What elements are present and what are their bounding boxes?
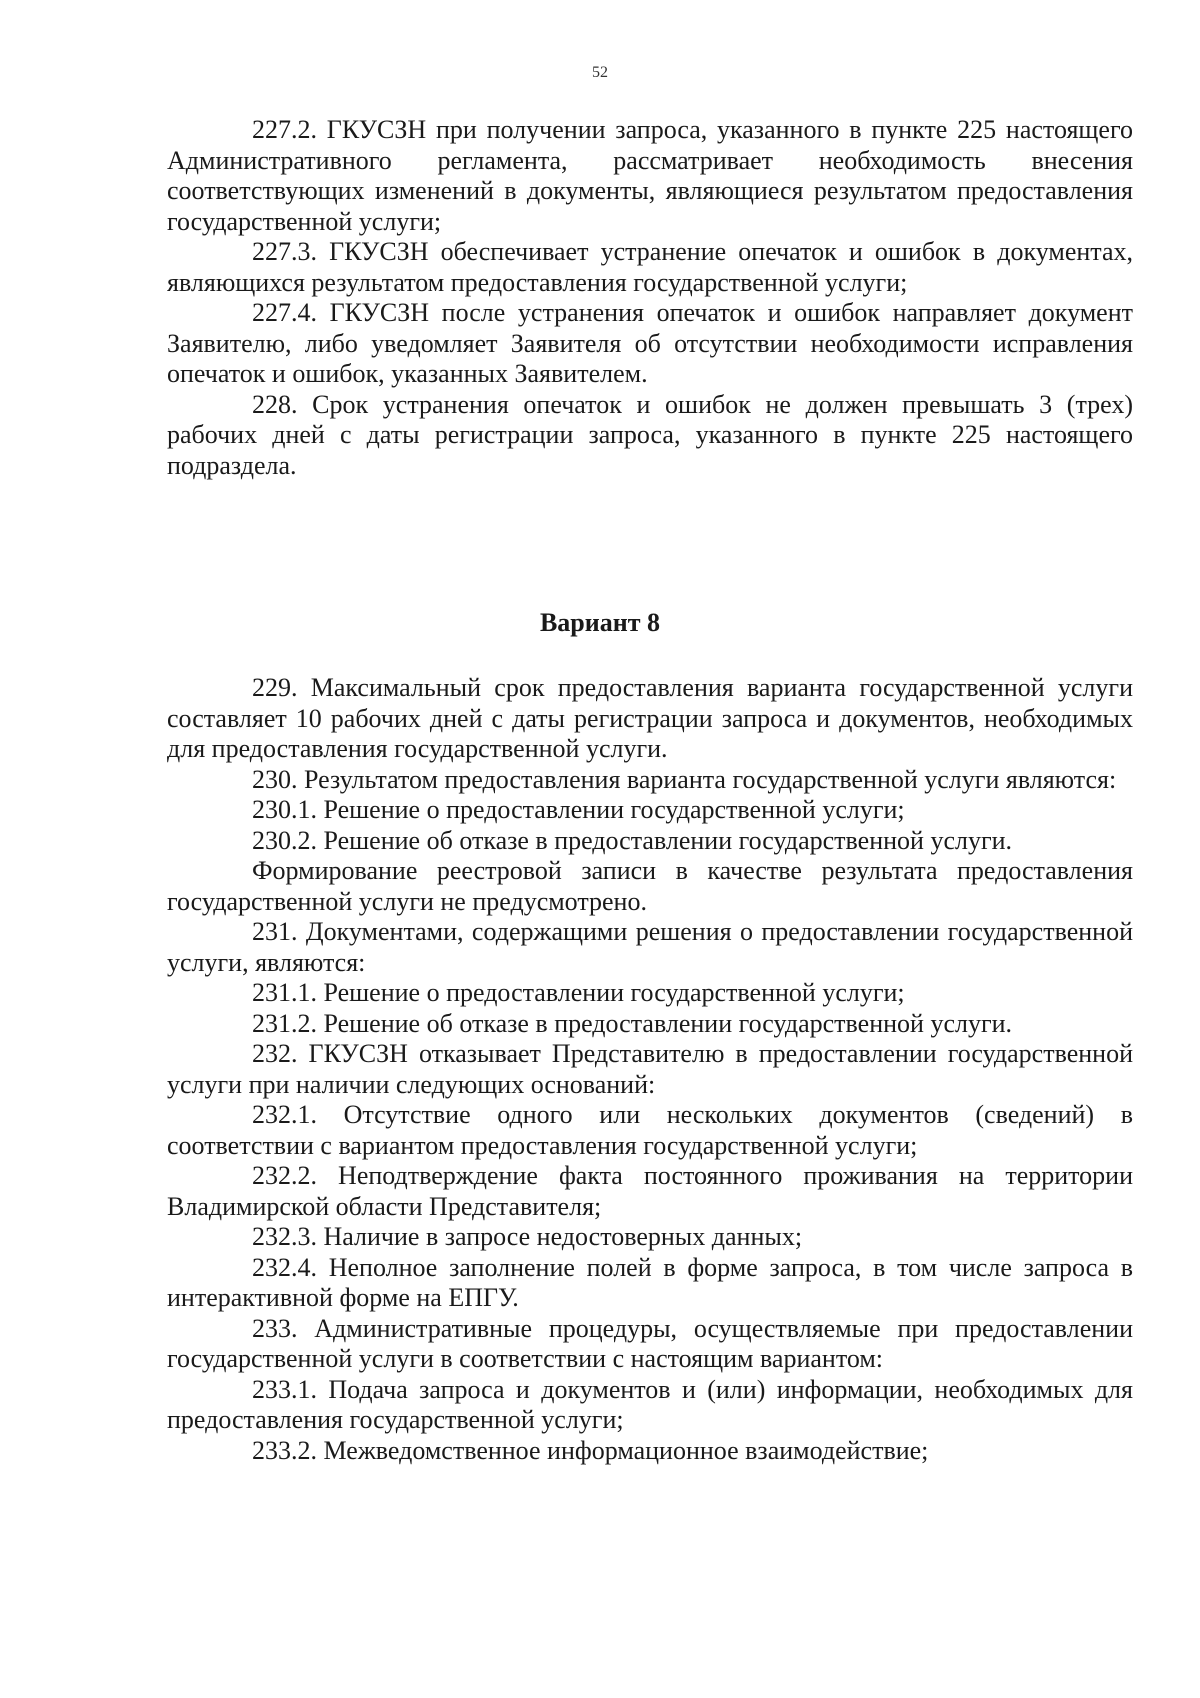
paragraph-232: 232. ГКУСЗН отказывает Представителю в предоставлении государственной услуги при наличии следующих оснований:: [167, 1039, 1133, 1099]
paragraph-231-1: 231.1. Решение о предоставлении государственной услуги;: [252, 978, 905, 1007]
paragraph-228: 228. Срок устранения опечаток и ошибок не должен превышать 3 (трех) рабочих дней с даты регистрации запроса, указанного в пункте 225 настоящего подраздела.: [167, 389, 1133, 480]
paragraph-230-1: 230.1. Решение о предоставлении государственной услуги;: [252, 795, 905, 824]
top-text-block: [167, 115, 1133, 481]
paragraph-230-2: 230.2. Решение об отказе в предоставлении государственной услуги.: [252, 825, 1013, 855]
paragraph-229: 229. Максимальный срок предоставления варианта государственной услуги составляет 10 рабочих дней с даты регистрации запроса и документов, необходимых для предоставления государственной услуги.: [167, 673, 1133, 763]
paragraph-233: 233. Административные процедуры, осуществляемые при предоставлении государственной услуги в соответствии с настоящим вариантом:: [167, 1313, 1133, 1373]
section-heading: Вариант 8: [539, 608, 661, 637]
page-number: 52: [592, 64, 608, 81]
paragraph-231-2: 231.2. Решение об отказе в предоставлении государственной услуги.: [252, 1008, 1013, 1038]
bottom-text-block: [167, 673, 1133, 1466]
paragraph-233-1: 233.1. Подача запроса и документов и (или) информации, необходимых для предоставления государственной услуги;: [167, 1374, 1133, 1434]
paragraph-227-3: 227.3. ГКУСЗН обеспечивает устранение опечаток и ошибок в документах, являющихся результатом предоставления государственной услуги;: [167, 237, 1133, 297]
paragraph-227-4: 227.4. ГКУСЗН после устранения опечаток и ошибок направляет документ Заявителю, либо уведомляет Заявителя об отсутствии необходимости исправления опечаток и ошибок, указанных Заявителем.: [167, 298, 1133, 388]
paragraph-232-3: 232.3. Наличие в запросе недостоверных данных;: [252, 1222, 803, 1251]
paragraph-registry-note: Формирование реестровой записи в качестве результата предоставления государственной услуги не предусмотрено.: [167, 856, 1133, 916]
paragraph-227-2: 227.2. ГКУСЗН при получении запроса, указанного в пункте 225 настоящего Административного регламента, рассматривает необходимость внесения соответствующих изменений в документы, являющиеся результатом предоставления государственной услуги;: [167, 115, 1133, 236]
paragraph-232-1: 232.1. Отсутствие одного или нескольких документов (сведений) в соответствии с вариантом предоставления государственной услуги;: [167, 1100, 1133, 1160]
paragraph-232-2: 232.2. Неподтверждение факта постоянного проживания на территории Владимирской области Представителя;: [167, 1161, 1133, 1221]
paragraph-231: 231. Документами, содержащими решения о предоставлении государственной услуги, являются:: [167, 917, 1133, 977]
paragraph-232-4: 232.4. Неполное заполнение полей в форме запроса, в том числе запроса в интерактивной форме на ЕПГУ.: [167, 1252, 1133, 1312]
paragraph-233-2: 233.2. Межведомственное информационное взаимодействие;: [252, 1435, 929, 1465]
paragraph-230: 230. Результатом предоставления варианта государственной услуги являются:: [252, 764, 1117, 794]
